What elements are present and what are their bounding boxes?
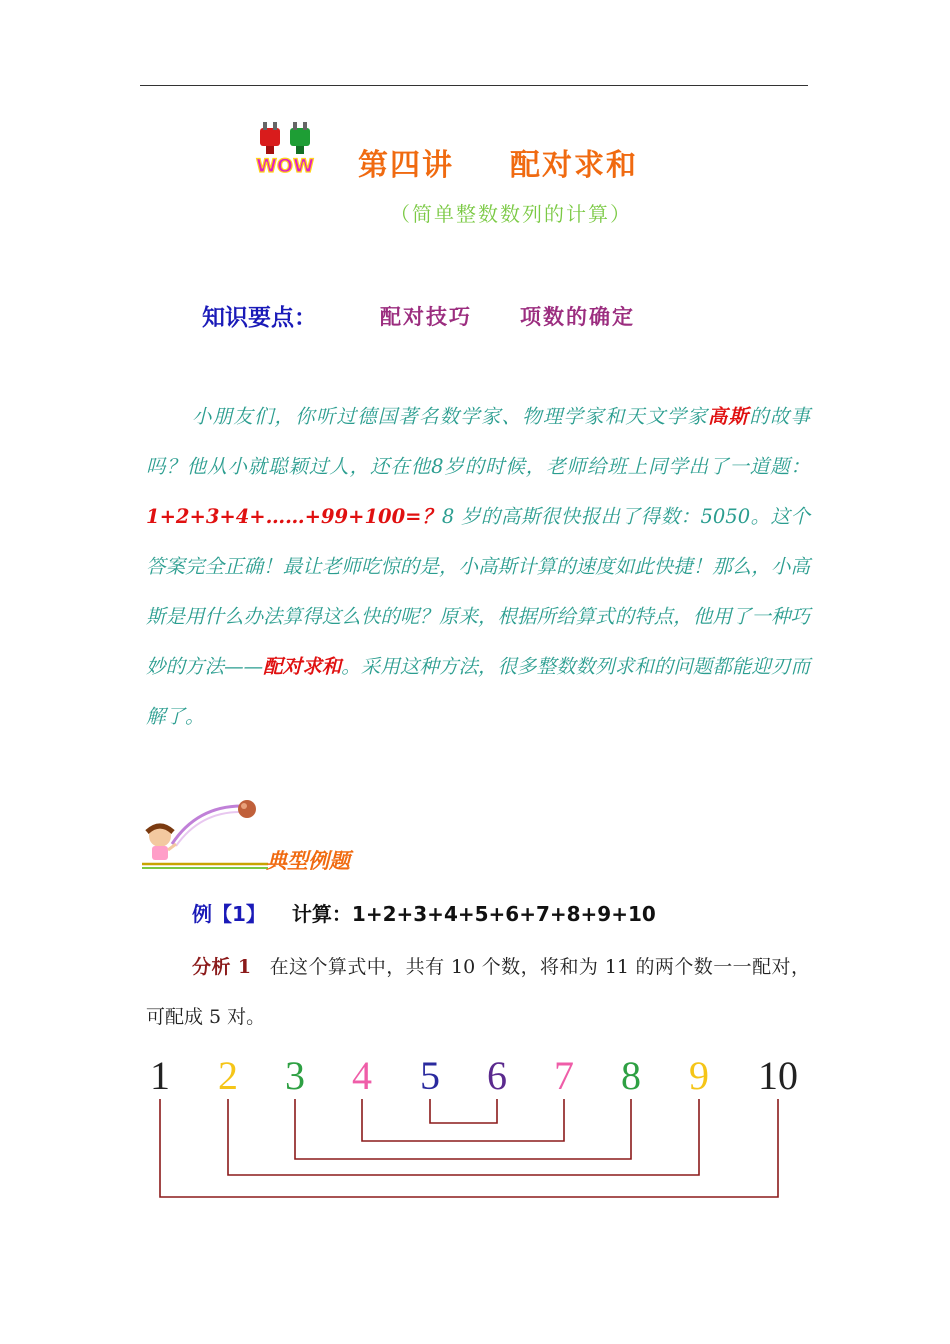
diagram-number: 10: [758, 1053, 798, 1098]
lesson-title: [358, 140, 638, 184]
key-point-item: 配对技巧: [380, 304, 472, 329]
intro-text: 。采用这种方法，很多整数数列求和的问题都能迎刃而解了。: [146, 655, 810, 728]
lecture-number: 第四讲: [358, 148, 454, 183]
key-point-item: 项数的确定: [520, 304, 635, 329]
diagram-number: 4: [352, 1053, 372, 1098]
intro-text: 小朋友们，你听过德国著名数学家、物理学家和天文学家: [192, 405, 708, 428]
analysis-paragraph: [146, 942, 810, 1042]
lesson-subtitle: （简单整数数列的计算）: [390, 202, 632, 226]
pair-bracket: [295, 1099, 631, 1159]
diagram-number: 7: [554, 1053, 574, 1098]
diagram-number: 2: [218, 1053, 238, 1098]
diagram-number: 1: [150, 1053, 170, 1098]
analysis-label: 分析 1: [192, 956, 252, 978]
method-name: 配对求和: [263, 655, 342, 678]
analysis-text: 在这个算式中，共有 10 个数，将和为 11 的两个数一一配对，可配成 5 对。: [146, 956, 810, 1028]
diagram-number: 8: [621, 1053, 641, 1098]
example-expression: 计算：1+2+3+4+5+6+7+8+9+10: [291, 902, 656, 926]
example-1: [192, 898, 656, 927]
pair-bracket: [160, 1099, 778, 1197]
diagram-number: 6: [487, 1053, 507, 1098]
header-rule: [140, 85, 808, 86]
intro-text: 的故事吗？他从小就聪颖过人，还在他8岁的时候，老师给班上同学出了一道题：: [146, 405, 810, 478]
key-points-label: 知识要点：: [202, 304, 317, 331]
gauss-name: 高斯: [707, 405, 750, 428]
lecture-topic: 配对求和: [510, 148, 638, 183]
wow-logo-text: WOW: [255, 155, 315, 177]
intro-text: 8 岁的高斯很快报出了得数：5050。这个答案完全正确！最让老师吃惊的是，小高斯计算的速度如此快捷！那么，小高斯是用什么办法算得这么快的呢？原来，根据所给算式的特点，他用了一种巧妙的方法——: [146, 505, 810, 678]
section-title: 典型例题: [266, 848, 350, 873]
pair-bracket: [362, 1099, 564, 1141]
diagram-number: 9: [689, 1053, 709, 1098]
pair-bracket: [228, 1099, 699, 1175]
example-label: 例【1】: [192, 902, 266, 926]
diagram-number: 3: [285, 1053, 305, 1098]
pairing-diagram: [140, 1045, 820, 1215]
girl-ball-icon: [142, 796, 268, 872]
gauss-problem: 1+2+3+4+……+99+100=？: [146, 505, 442, 528]
wow-plug-icon: [248, 120, 322, 180]
intro-paragraph: [146, 392, 810, 742]
diagram-number: 5: [420, 1053, 440, 1098]
pair-bracket: [430, 1099, 497, 1123]
